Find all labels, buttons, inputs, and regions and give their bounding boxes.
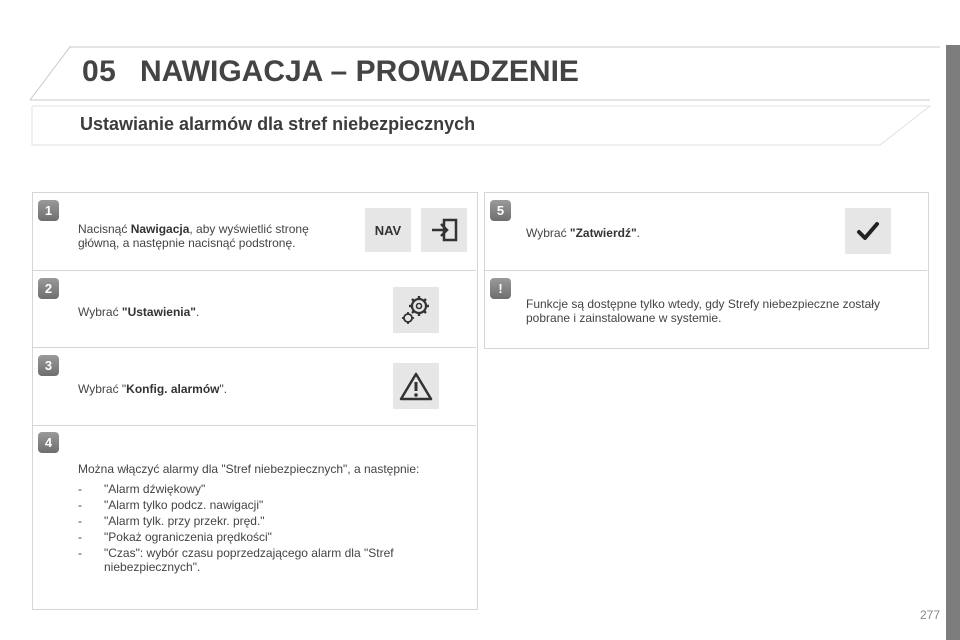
exclamation-badge: ! — [490, 278, 511, 299]
step-number-badge: 3 — [38, 355, 59, 376]
step-4-intro: Można włączyć alarmy dla "Stref niebezpiecznych", a następnie: — [78, 462, 420, 476]
page-number: 277 — [919, 608, 940, 622]
step-2-bold: "Ustawienia" — [121, 305, 196, 319]
warning-icon[interactable] — [393, 363, 439, 409]
step-5-pre: Wybrać — [526, 226, 570, 240]
chapter-side-bar — [946, 45, 960, 640]
check-icon[interactable] — [845, 208, 891, 254]
alarm-options-list — [78, 482, 468, 574]
step-1-text — [78, 222, 348, 250]
divider — [33, 425, 476, 426]
note-text: Funkcje są dostępne tylko wtedy, gdy Strefy niebezpieczne zostały pobrane i zainstalowane w systemie. — [526, 297, 880, 325]
chapter-title: NAWIGACJA – PROWADZENIE — [140, 55, 579, 88]
step-4-text — [78, 462, 468, 576]
step-number-badge: 2 — [38, 278, 59, 299]
divider — [33, 347, 476, 348]
step-number-badge: 4 — [38, 432, 59, 453]
step-2-text — [78, 305, 348, 319]
step-3-pre: Wybrać " — [78, 382, 127, 396]
nav-button[interactable] — [365, 208, 411, 252]
chapter-number: 05 — [82, 55, 117, 88]
list-item: - "Pokaż ograniczenia prędkości" — [78, 530, 468, 544]
step-3-bold: Konfig. alarmów — [126, 382, 220, 396]
nav-label: NAV — [374, 222, 402, 238]
list-item: - "Czas": wybór czasu poprzedzającego alarm dla "Stref niebezpiecznych". — [78, 546, 404, 574]
section-title: Ustawianie alarmów dla stref niebezpiecznych — [80, 114, 476, 134]
step-5-bold: "Zatwierdź" — [569, 226, 637, 240]
list-item: - "Alarm tylko podcz. nawigacji" — [78, 498, 468, 512]
step-2-post: . — [195, 305, 200, 319]
chapter-banner — [0, 0, 960, 110]
divider — [485, 270, 927, 271]
step-5-post: . — [636, 226, 640, 240]
step-number-badge: 1 — [38, 200, 59, 221]
step-3-post: ". — [219, 382, 228, 396]
list-item: - "Alarm dźwiękowy" — [78, 482, 468, 496]
list-item: - "Alarm tylk. przy przekr. pręd." — [78, 514, 468, 528]
step-number-badge: 5 — [490, 200, 511, 221]
divider — [33, 270, 476, 271]
step-1-pre: Nacisnąć — [78, 222, 131, 236]
step-1-post: , aby wyświetlić stronę główną, a następnie nacisnąć podstronę. — [78, 222, 309, 250]
step-5-text — [526, 226, 796, 240]
step-1-bold: Nawigacja — [130, 222, 190, 236]
gears-icon[interactable] — [393, 287, 439, 333]
step-2-pre: Wybrać — [78, 305, 122, 319]
enter-arrow-icon[interactable] — [421, 208, 467, 252]
step-3-text — [78, 382, 348, 396]
